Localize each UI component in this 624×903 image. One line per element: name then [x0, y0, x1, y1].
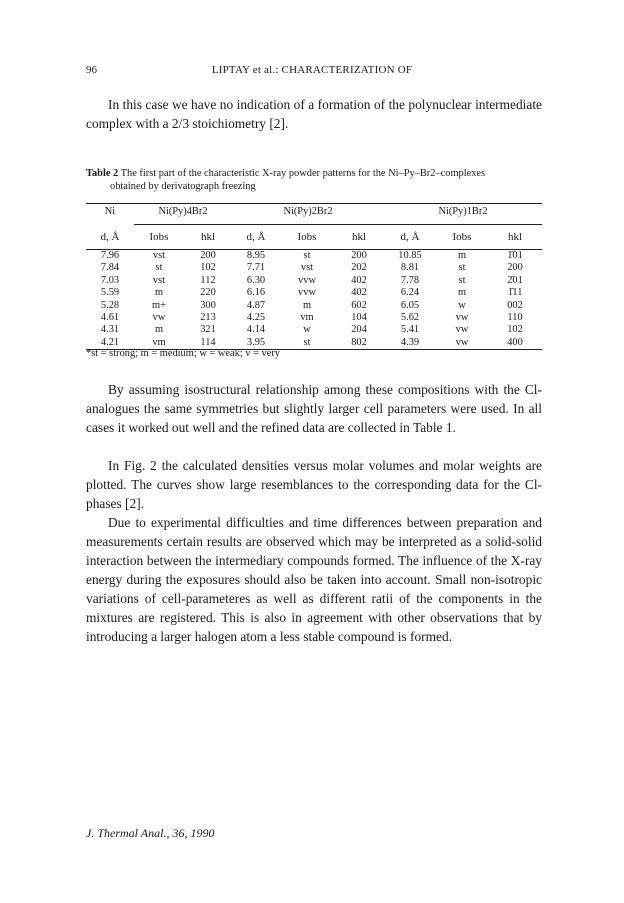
group-header-nipy4br2: Ni(Py)4Br2 — [158, 206, 208, 217]
column-header: d, Å — [384, 225, 436, 250]
table-cell: 102 — [200, 262, 216, 274]
table-cell: 6.05 — [400, 299, 420, 311]
table-cell: 102 — [507, 324, 523, 336]
intro-paragraph: In this case we have no indication of a formation of the polynuclear intermediate complex with a 2/3 stoichiometry [2]. — [86, 97, 542, 131]
table-cell: vst — [300, 262, 314, 274]
table-cell: 200 — [200, 250, 216, 261]
table-cell: vw — [152, 312, 166, 324]
table-cell: 7.78 — [400, 274, 420, 286]
table-cell: vw — [436, 337, 488, 350]
table-caption-line1: The first part of the characteristic X-ray powder patterns for the Ni–Py–Br2–complexes — [120, 168, 486, 179]
column-header: Iobs — [280, 225, 334, 250]
xray-pattern-table — [86, 203, 542, 350]
table-cell: 4.61 — [100, 312, 120, 324]
table-row — [86, 262, 542, 274]
table-cell: 7.03 — [100, 274, 120, 286]
column-header: hkl — [488, 225, 542, 250]
table-row — [86, 324, 542, 336]
column-header: Iobs — [436, 225, 488, 250]
table-cell: st — [458, 274, 466, 286]
table-row — [86, 250, 542, 263]
table-cell: m — [154, 324, 164, 336]
table-cell: 220 — [200, 287, 216, 299]
column-header: hkl — [184, 225, 232, 250]
table-caption — [86, 167, 546, 193]
table-cell: 5.41 — [400, 324, 420, 336]
table-cell: vst — [152, 250, 166, 261]
table-cell: 8.81 — [400, 262, 420, 274]
table-cell: 402 — [351, 274, 367, 286]
paragraph-3: Due to experimental difficulties and time differences between preparation and measurements certain results are observed which may be interpreted as a solid-solid interaction between the intermediary compounds formed. The influence of the X-ray energy during the exposures should also be taken into account. Small non-isotropic variations of cell-parameteres as well as different ratii of the components in the mixtures are registered. This is also in agreement with other observations that by introducing a larger halogen atom a less stable compound is formed. — [86, 515, 542, 644]
table-cell: 6.16 — [246, 287, 266, 299]
table-cell: m — [457, 250, 467, 261]
table-cell: 200 — [351, 250, 367, 261]
table-cell: 204 — [351, 324, 367, 336]
table-cell: w — [303, 324, 311, 336]
table-cell: m — [154, 287, 164, 299]
table-cell: 1̄01 — [507, 250, 523, 261]
table-cell: st — [458, 262, 466, 274]
page-number: 96 — [86, 64, 97, 76]
table-cell: vvw — [298, 287, 316, 299]
group-header-nipy2br2: Ni(Py)2Br2 — [283, 206, 333, 217]
table-cell: 8.95 — [246, 250, 266, 261]
group-header-nipy1br2: Ni(Py)1Br2 — [438, 206, 488, 217]
table-cell: st — [303, 250, 311, 261]
table-cell: 2̄01 — [507, 274, 523, 286]
table-cell: w — [458, 299, 466, 311]
table-cell: 4.87 — [246, 299, 266, 311]
table-cell: 321 — [200, 324, 216, 336]
running-head: LIPTAY et al.: CHARACTERIZATION OF — [211, 64, 413, 76]
table-row — [86, 312, 542, 324]
table-cell: 114 — [184, 337, 232, 350]
table-cell: vst — [152, 274, 166, 286]
table-row — [86, 300, 542, 312]
table-cell: 112 — [200, 274, 216, 286]
table-cell: 5.59 — [100, 287, 120, 299]
table-cell: vm — [134, 337, 184, 350]
table-cell: 5.28 — [100, 299, 120, 311]
paragraph-1: By assuming isostructural relationship among these compositions with the Cl-analogues the same symmetries but slightly larger cell parameters were used. In all cases it worked out well and the refined data are collected in Table 1. — [86, 382, 542, 435]
column-header: d, Å — [232, 225, 280, 250]
table-cell: 104 — [351, 312, 367, 324]
table-cell: 7.96 — [100, 250, 120, 261]
table-cell: m — [457, 287, 467, 299]
paragraph-2: In Fig. 2 the calculated densities versus molar volumes and molar weights are plotted. The curves show large resemblances to the corresponding data for the Cl-phases [2]. — [86, 458, 542, 511]
table-cell: 3.95 — [232, 337, 280, 350]
table-cell: 6.30 — [246, 274, 266, 286]
table-cell: 4.39 — [384, 337, 436, 350]
table-cell: m+ — [152, 299, 166, 311]
table-footnote: *st = strong; m = medium; w = weak; v = very — [86, 348, 280, 359]
table-group-header-row — [86, 204, 542, 220]
table-cell: 4.31 — [100, 324, 120, 336]
table-column-header-row — [86, 225, 542, 250]
table-cell: 602 — [351, 299, 367, 311]
table-cell: 4.21 — [86, 337, 134, 350]
table-cell: 402 — [351, 287, 367, 299]
table-cell: 6.24 — [400, 287, 420, 299]
table-cell: 7.71 — [246, 262, 266, 274]
table-cell: 1̄11 — [507, 287, 523, 299]
table-cell: 200 — [507, 262, 523, 274]
column-header: d, Å — [86, 225, 134, 250]
table-cell: vm — [300, 312, 314, 324]
table-cell: 002 — [507, 299, 523, 311]
table-cell: vw — [455, 312, 469, 324]
table-cell: vvw — [298, 274, 316, 286]
table-cell: st — [280, 337, 334, 350]
table-cell: vw — [455, 324, 469, 336]
column-header: hkl — [334, 225, 384, 250]
column-header: Iobs — [134, 225, 184, 250]
table-cell: st — [155, 262, 163, 274]
table-cell: m — [302, 299, 312, 311]
table-cell: 5.62 — [400, 312, 420, 324]
table-row — [86, 287, 542, 299]
table-cell: 110 — [507, 312, 523, 324]
table-cell: 400 — [488, 337, 542, 350]
journal-citation: J. Thermal Anal., 36, 1990 — [86, 826, 215, 840]
table-cell: 300 — [200, 299, 216, 311]
table-body — [86, 250, 542, 350]
table-label: Table 2 — [86, 168, 119, 179]
table-cell: 4.14 — [246, 324, 266, 336]
table-row — [86, 275, 542, 287]
table-cell: 213 — [200, 312, 216, 324]
table-cell: 10.85 — [398, 250, 422, 261]
table-cell: 4.25 — [246, 312, 266, 324]
table-cell: 7.84 — [100, 262, 120, 274]
table-cell: 202 — [351, 262, 367, 274]
group-header-ni: Ni — [104, 206, 116, 217]
table-caption-line2: obtained by derivatograph freezing — [110, 181, 256, 192]
table-cell: 802 — [334, 337, 384, 350]
